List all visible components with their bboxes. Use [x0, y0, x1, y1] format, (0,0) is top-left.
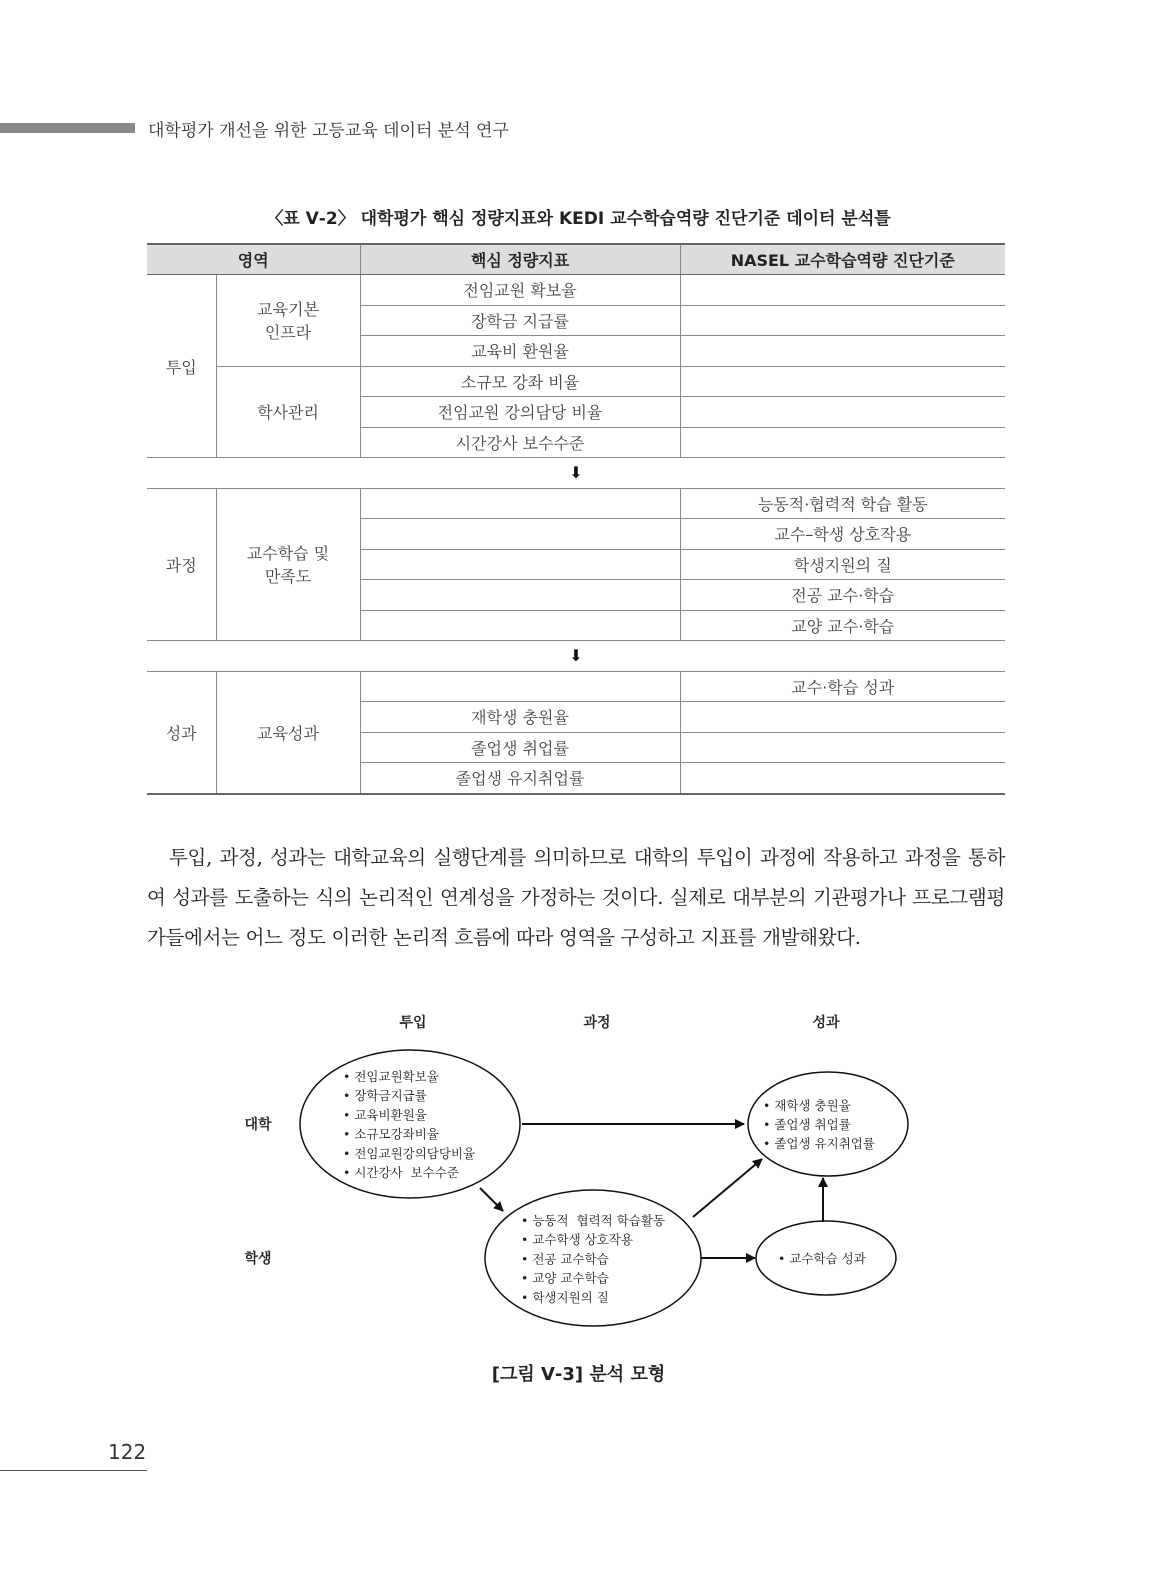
indicator-cell: 장학금 지급률: [360, 305, 680, 336]
row-label-university: 대학: [244, 1117, 272, 1133]
indicator-cell: 교육비 환원율: [360, 336, 680, 367]
nasel-cell: 전공 교수·학습: [680, 580, 1005, 611]
indicator-cell: 재학생 충원율: [360, 702, 680, 733]
node-item: • 전임교원확보율: [343, 1069, 439, 1084]
node-item: • 교양 교수학습: [521, 1270, 609, 1286]
indicator-cell: 전임교원 확보율: [360, 275, 680, 306]
column-label-process: 과정: [583, 1015, 611, 1031]
node-item: • 전임교원강의담당비율: [343, 1145, 476, 1161]
column-label-outcome: 성과: [812, 1015, 840, 1031]
subarea-cell: 교육성과: [216, 671, 360, 794]
node-item: • 학생지원의 질: [521, 1289, 609, 1305]
down-arrow-icon: ⬇: [147, 458, 1005, 489]
nasel-cell: 교수·학습 성과: [680, 671, 1005, 702]
nasel-cell: 교양 교수·학습: [680, 610, 1005, 641]
nasel-cell: 능동적·협력적 학습 활동: [680, 488, 1005, 519]
table-title: 〈표 Ⅴ-2〉 대학평가 핵심 정량지표와 KEDI 교수학습역량 진단기준 데이터 분석틀: [266, 209, 891, 229]
figure-caption: [그림 Ⅴ-3] 분석 모형: [491, 1364, 666, 1385]
node-item: • 소규모강좌비율: [343, 1126, 439, 1142]
header-indicator: 핵심 정량지표: [360, 244, 680, 275]
footer-rule: [0, 1470, 147, 1471]
indicator-cell: 시간강사 보수수준: [360, 427, 680, 458]
column-label-input: 투입: [399, 1015, 427, 1031]
nasel-cell: 교수–학생 상호작용: [680, 519, 1005, 550]
arrow-process-to-outcome: [693, 1159, 762, 1217]
area-cell: 과정: [147, 488, 216, 641]
node-item: • 재학생 충원율: [763, 1098, 851, 1113]
page-number: 122: [108, 1440, 147, 1464]
subarea-cell: 교수학습 및 만족도: [216, 488, 360, 641]
subarea-cell: 교육기본 인프라: [216, 275, 360, 367]
indicator-cell: 졸업생 유지취업률: [360, 763, 680, 794]
indicator-cell: 졸업생 취업률: [360, 732, 680, 763]
node-item: • 교수학습 성과: [778, 1251, 866, 1266]
node-item: • 능동적 협력적 학습활동: [521, 1213, 666, 1228]
nasel-cell: 학생지원의 질: [680, 549, 1005, 580]
node-item: • 교수학생 상호작용: [521, 1232, 633, 1248]
header-nasel: NASEL 교수학습역량 진단기준: [680, 244, 1005, 275]
indicator-cell: 전임교원 강의담당 비율: [360, 397, 680, 428]
node-item: • 졸업생 유지취업률: [763, 1136, 875, 1151]
down-arrow-icon: ⬇: [147, 641, 1005, 672]
node-item: • 시간강사 보수수준: [343, 1165, 459, 1180]
area-cell: 성과: [147, 671, 216, 794]
running-title: 대학평가 개선을 위한 고등교육 데이터 분석 연구: [148, 121, 509, 141]
node-item: • 교육비환원율: [343, 1107, 427, 1123]
arrow-input-to-process: [480, 1188, 503, 1211]
body-paragraph: 투입, 과정, 성과는 대학교육의 실행단계를 의미하므로 대학의 투입이 과정에 작용하고 과정을 통하여 성과를 도출하는 식의 논리적인 연계성을 가정하는 것이다. 실제로 대부분의 기관평가나 프로그램평가들에서는 어느 정도 이러한 논리적 흐름에 따라 영역을 구성하고 지표를 개발해왔다.: [147, 846, 1005, 949]
indicator-cell: 소규모 강좌 비율: [360, 366, 680, 397]
area-cell: 투입: [147, 275, 216, 458]
header-area: 영역: [147, 244, 360, 275]
node-item: • 전공 교수학습: [521, 1251, 609, 1267]
node-item: • 졸업생 취업률: [763, 1117, 851, 1132]
node-item: • 장학금지급률: [343, 1088, 427, 1104]
row-label-student: 학생: [244, 1251, 272, 1267]
subarea-cell: 학사관리: [216, 366, 360, 458]
